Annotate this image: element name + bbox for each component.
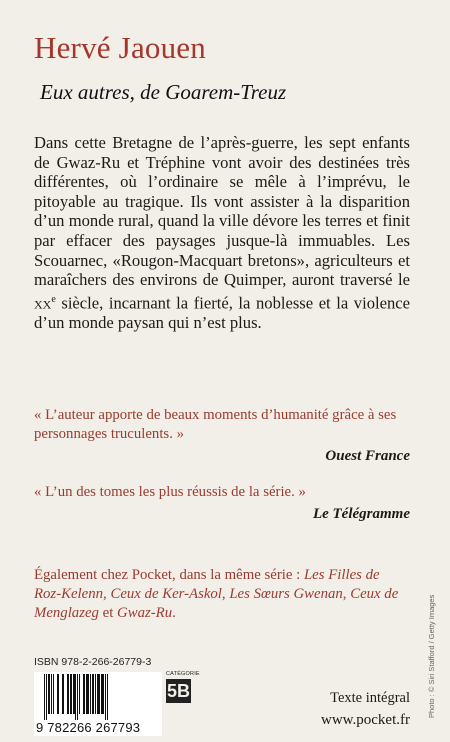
barcode-bar bbox=[92, 674, 94, 714]
blurb-century-suffix: e bbox=[51, 293, 56, 305]
blurb-text-1: Dans cette Bretagne de l’après-guerre, les sept enfants de Gwaz-Ru et Tréphine vont avoir des destinées très différentes, où l’ordinaire se mêle à l’imprévu, le pitoyable au tragique. Ils vont assister à la disparition d’un monde rural, quand la ville dévore les terres et finit par effacer des paysages jusque-là immuables. Les Scouarnec, «Rougon-Macquart bretons», agriculteurs et maraîchers des environs de Quimper, auront traversé le bbox=[34, 133, 410, 290]
barcode-bar bbox=[90, 674, 91, 714]
category-badge bbox=[166, 671, 200, 703]
barcode-bar bbox=[48, 674, 50, 714]
also-in-series bbox=[34, 566, 410, 623]
press-quote-2 bbox=[34, 483, 410, 524]
barcode-bar bbox=[84, 674, 85, 714]
category-label: CATÉGORIE bbox=[166, 671, 200, 677]
isbn-label: ISBN 978-2-266-26779-3 bbox=[34, 656, 152, 668]
series-title: Ceux de Ker-Askol bbox=[110, 586, 222, 602]
barcode-bar bbox=[95, 674, 96, 714]
series-title: Les Sœurs Gwenan bbox=[229, 586, 343, 602]
quote-text: « L’auteur apporte de beaux moments d’humanité grâce à ses personnages truculents. » bbox=[34, 407, 397, 442]
separator: , bbox=[342, 586, 351, 602]
barcode-bar bbox=[97, 674, 99, 714]
barcode-bar bbox=[105, 674, 106, 720]
barcode-bar bbox=[73, 674, 75, 714]
separator: , bbox=[221, 586, 230, 602]
barcode bbox=[34, 672, 162, 736]
barcode-bar bbox=[107, 674, 108, 720]
separator: . bbox=[172, 605, 176, 621]
barcode-bars bbox=[34, 672, 162, 720]
barcode-bar bbox=[99, 674, 100, 714]
quote-source: Le Télégramme bbox=[312, 506, 410, 522]
barcode-bar bbox=[53, 674, 54, 714]
barcode-bar bbox=[68, 674, 69, 714]
blurb-paragraph bbox=[34, 133, 410, 332]
barcode-digits: 9 782266 267793 bbox=[36, 720, 141, 735]
barcode-bar bbox=[51, 674, 52, 714]
press-quote-1 bbox=[34, 406, 410, 466]
barcode-bar bbox=[63, 674, 64, 714]
barcode-bar bbox=[71, 674, 72, 714]
barcode-bar bbox=[46, 674, 47, 720]
blurb-century: xx bbox=[34, 293, 52, 313]
category-number: 5B bbox=[166, 681, 190, 701]
series-title: Ceux de Menglazeg bbox=[34, 586, 399, 621]
photo-credit: Photo : © Siri Stafford / Getty Images bbox=[427, 594, 436, 718]
series-title: Gwaz-Ru bbox=[117, 605, 173, 621]
barcode-bar bbox=[77, 674, 78, 720]
barcode-bar bbox=[103, 674, 104, 714]
quote-text: « L’un des tomes les plus réussis de la série. » bbox=[34, 484, 306, 500]
barcode-bar bbox=[58, 674, 59, 714]
book-title: Eux autres, de Goarem-Treuz bbox=[40, 80, 287, 104]
author-name: Hervé Jaouen bbox=[34, 30, 206, 65]
publisher-website[interactable]: www.pocket.fr bbox=[321, 712, 410, 728]
separator: et bbox=[98, 605, 118, 621]
quote-source: Ouest France bbox=[325, 448, 410, 464]
barcode-bar bbox=[75, 674, 76, 720]
barcode-bar bbox=[87, 674, 89, 714]
series-title: Les Filles de Roz-Kelenn bbox=[34, 567, 380, 602]
edition-note: Texte intégral bbox=[330, 690, 410, 706]
barcode-bar bbox=[79, 674, 80, 714]
barcode-bar bbox=[101, 674, 103, 714]
separator: , bbox=[103, 586, 111, 602]
barcode-bar bbox=[44, 674, 45, 720]
blurb-text-2: siècle, incarnant la fierté, la noblesse et la violence d’un monde paysan qui n’est plus. bbox=[34, 293, 410, 332]
also-intro: Également chez Pocket, dans la même série : bbox=[34, 567, 304, 583]
